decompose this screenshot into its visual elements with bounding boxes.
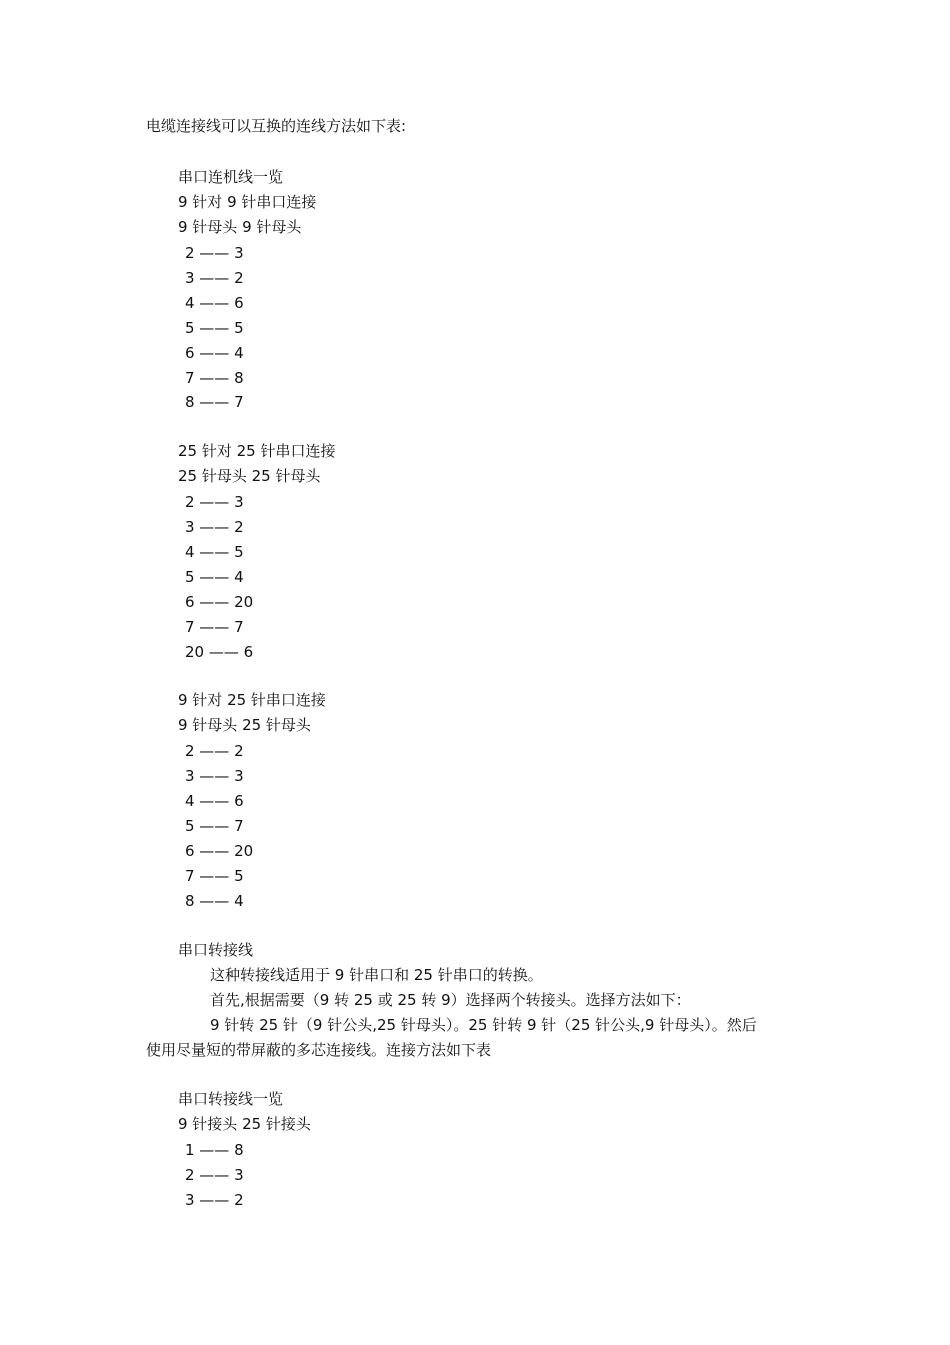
pin-row: 7 —— 5 [185,867,244,885]
pin-row: 1 —— 8 [185,1141,244,1159]
pin-row: 4 —— 6 [185,792,244,810]
section1-header: 9 针母头 9 针母头 [178,218,302,236]
adapter-paragraph-1: 这种转接线适用于 9 针串口和 25 针串口的转换。 [210,966,543,984]
adapter-paragraph-3-line2: 使用尽量短的带屏蔽的多芯连接线。连接方法如下表 [146,1041,492,1059]
pin-row: 8 —— 7 [185,393,244,411]
section2-header: 25 针母头 25 针母头 [178,467,321,485]
pin-row: 3 —— 3 [185,767,244,785]
pin-row: 7 —— 8 [185,369,244,387]
pin-row: 4 —— 6 [185,294,244,312]
section1-title: 串口连机线一览 [178,168,284,186]
section1-subtitle: 9 针对 9 针串口连接 [178,193,317,211]
pin-row: 7 —— 7 [185,618,244,636]
pin-row: 2 —— 2 [185,742,244,760]
pin-row: 2 —— 3 [185,244,244,262]
pin-row: 8 —— 4 [185,892,244,910]
section3-subtitle: 9 针对 25 针串口连接 [178,691,326,709]
pin-row: 2 —— 3 [185,493,244,511]
pin-row: 5 —— 5 [185,319,244,337]
pin-row: 6 —— 20 [185,842,254,860]
pin-row: 5 —— 4 [185,568,244,586]
adapter-paragraph-3-line1: 9 针转 25 针（9 针公头,25 针母头）。25 针转 9 针（25 针公头,9 针母头）。然后 [210,1016,757,1034]
pin-row: 6 —— 20 [185,593,254,611]
pin-row: 5 —— 7 [185,817,244,835]
pin-row: 4 —— 5 [185,543,244,561]
section3-header: 9 针母头 25 针母头 [178,716,311,734]
pin-row: 6 —— 4 [185,344,244,362]
pin-row: 2 —— 3 [185,1166,244,1184]
adapter-title: 串口转接线 [178,941,254,959]
section2-subtitle: 25 针对 25 针串口连接 [178,442,336,460]
pin-row: 3 —— 2 [185,269,244,287]
pin-row: 3 —— 2 [185,518,244,536]
pin-row: 20 —— 6 [185,643,254,661]
pin-row: 3 —— 2 [185,1191,244,1209]
adapter-paragraph-2: 首先,根据需要（9 转 25 或 25 转 9）选择两个转接头。选择方法如下： [210,991,691,1009]
section4-header: 9 针接头 25 针接头 [178,1115,311,1133]
section4-title: 串口转接线一览 [178,1090,284,1108]
intro-text: 电缆连接线可以互换的连线方法如下表: [146,117,407,135]
